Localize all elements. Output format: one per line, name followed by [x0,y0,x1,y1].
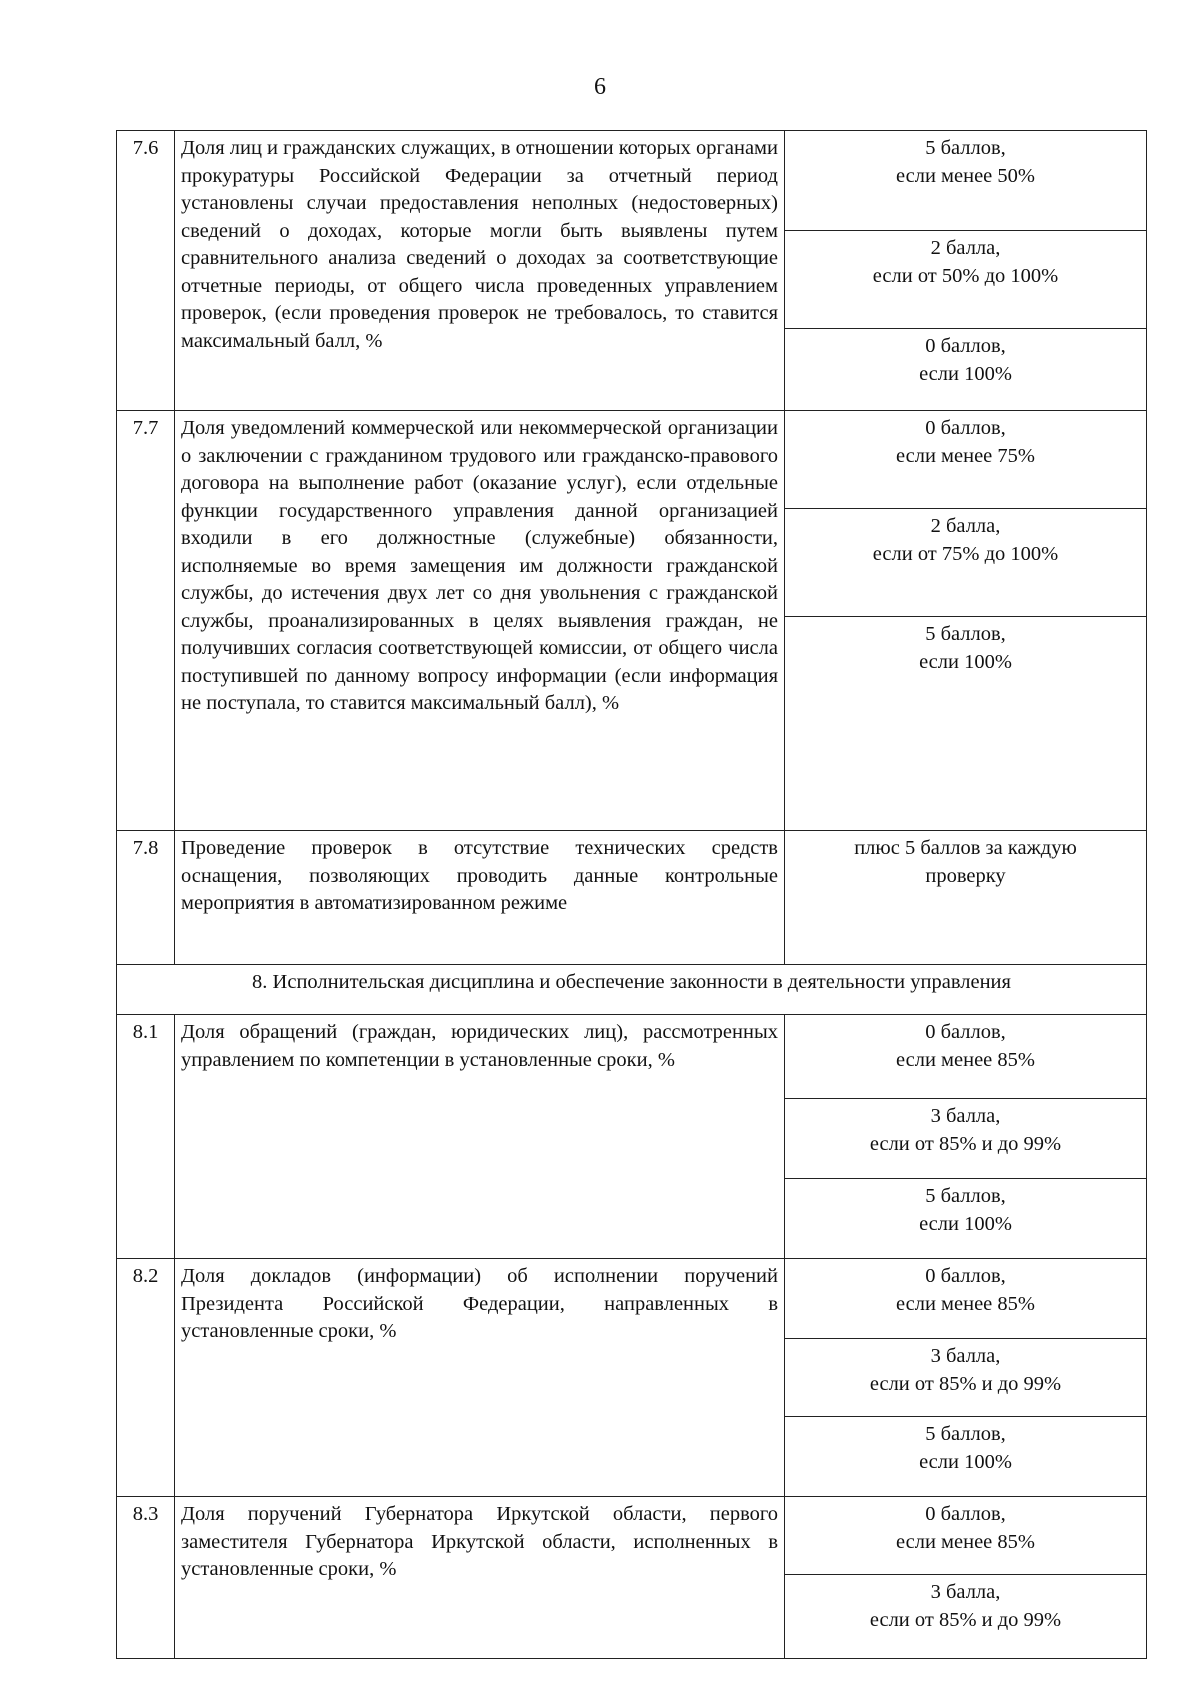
score-points: 3 балла, [930,1105,1001,1127]
score-condition: если менее 85% [896,1530,1035,1553]
score-cell [785,617,1147,831]
row-description: Доля уведомлений коммерческой или некоммерческой организации о заключении с гражданином трудового или гражданско-правового договора на выполнение работ (оказание услуг), если отдельные функции государственного управления данной организацией входили в его должностные (служебные) обязанности, исполняемые во время замещения им должности гражданской службы, до истечения двух лет со дня увольнения с гражданской службы, проанализированных в целях выявления граждан, не получивших согласия соответствующей комиссии, от общего числа поступившей по данному вопросу информации (если информация не поступала, то ставится максимальный балл), % [175,411,785,831]
score-points: 0 баллов, [925,1503,1006,1525]
score-condition: если менее 85% [896,1048,1035,1071]
page-number: 6 [594,74,606,100]
score-cell [785,1179,1147,1259]
score-cell [785,1015,1147,1099]
score-points: 0 баллов, [925,335,1006,357]
score-cell [785,1099,1147,1179]
table-row [117,831,1147,965]
score-condition: если от 85% и до 99% [869,1132,1062,1155]
row-description: Доля обращений (граждан, юридических лиц), рассмотренных управлением по компетенции в установленные сроки, % [175,1015,785,1259]
table-row [117,1015,1147,1099]
row-description: Доля поручений Губернатора Иркутской области, первого заместителя Губернатора Иркутской области, исполненных в установленные сроки, % [175,1497,785,1659]
score-cell [785,131,1147,231]
score-condition: если от 50% до 100% [872,264,1059,287]
row-number: 8.2 [117,1259,175,1497]
score-points: 5 баллов, [925,137,1006,159]
score-cell [785,1259,1147,1339]
score-cell [785,831,1147,965]
table-row [117,131,1147,231]
row-description: Доля докладов (информации) об исполнении поручений Президента Российской Федерации, направленных в установленные сроки, % [175,1259,785,1497]
score-condition: если от 75% до 100% [872,542,1059,565]
score-cell [785,1417,1147,1497]
score-condition: если менее 75% [896,444,1035,467]
row-number: 8.1 [117,1015,175,1259]
score-condition: если менее 85% [896,1292,1035,1315]
score-condition: если 100% [919,650,1012,673]
score-points: 0 баллов, [925,417,1006,439]
score-cell [785,509,1147,617]
row-number: 7.7 [117,411,175,831]
score-cell [785,1339,1147,1417]
score-cell [785,411,1147,509]
score-condition: если 100% [919,1212,1012,1235]
row-description: Доля лиц и гражданских служащих, в отношении которых органами прокуратуры Российской Федерации за отчетный период установлены случаи предоставления неполных (недостоверных) сведений о доходах, которые могли быть выявлены путем сравнительного анализа сведений о доходах за соответствующие отчетные периоды, от общего числа проведенных управлением проверок, (если проведения проверок не требовалось, то ставится максимальный балл, % [175,131,785,411]
score-points: 5 баллов, [925,1423,1006,1445]
score-points: плюс 5 баллов за каждую [854,837,1077,859]
score-points: 0 баллов, [925,1021,1006,1043]
score-condition: проверку [925,864,1006,887]
table-row [117,1259,1147,1339]
score-condition: если 100% [919,1450,1012,1473]
criteria-table [116,130,1147,1659]
score-cell [785,231,1147,329]
score-points: 5 баллов, [925,623,1006,645]
score-condition: если от 85% и до 99% [869,1372,1062,1395]
table-row [117,1497,1147,1575]
score-condition: если менее 50% [896,164,1035,187]
row-number: 7.6 [117,131,175,411]
score-cell [785,1575,1147,1659]
score-points: 3 балла, [930,1345,1001,1367]
row-number: 7.8 [117,831,175,965]
score-points: 3 балла, [930,1581,1001,1603]
score-cell [785,329,1147,411]
row-number: 8.3 [117,1497,175,1659]
score-points: 5 баллов, [925,1185,1006,1207]
score-points: 2 балла, [930,515,1001,537]
section-row [117,965,1147,1015]
score-cell [785,1497,1147,1575]
score-points: 0 баллов, [925,1265,1006,1287]
score-condition: если от 85% и до 99% [869,1608,1062,1631]
row-description: Проведение проверок в отсутствие технических средств оснащения, позволяющих проводить данные контрольные мероприятия в автоматизированном режиме [175,831,785,965]
section-heading: 8. Исполнительская дисциплина и обеспечение законности в деятельности управления [117,965,1147,1015]
score-points: 2 балла, [930,237,1001,259]
score-condition: если 100% [919,362,1012,385]
table-row [117,411,1147,509]
